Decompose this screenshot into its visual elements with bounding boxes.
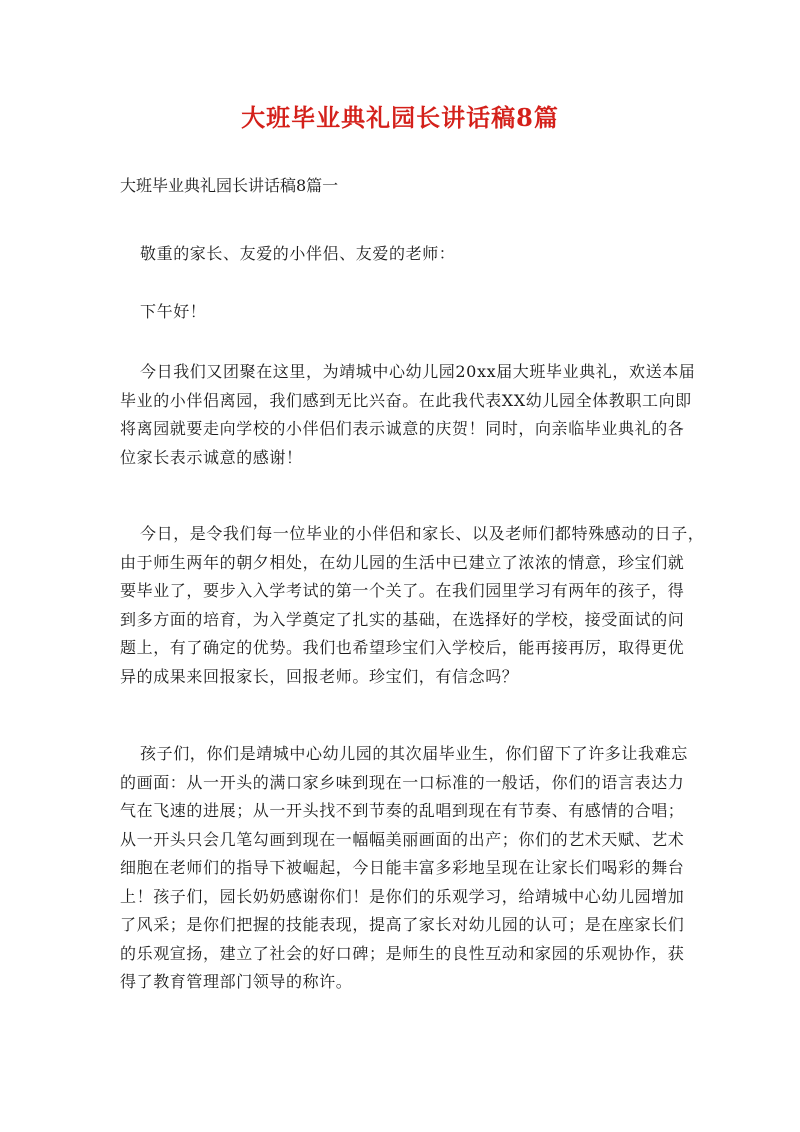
document-subtitle: 大班毕业典礼园长讲话稿8篇一 <box>120 176 339 195</box>
paragraph-line: 到多方面的培育，为入学奠定了扎实的基础，在选择好的学校，接受面试的问 <box>120 609 685 629</box>
greeting-paragraph <box>120 240 688 269</box>
afternoon-line: 下午好！ <box>140 302 207 321</box>
paragraph-line: 上！孩子们，园长奶奶感谢你们！是你们的乐观学习，给靖城中心幼儿园增加 <box>120 886 685 906</box>
afternoon-paragraph <box>120 298 688 327</box>
greeting-line: 敬重的家长、友爱的小伴侣、友爱的老师： <box>140 244 456 263</box>
paragraph-line: 的画面：从一开头的满口家乡味到现在一口标准的一般话，你们的语言表达力 <box>120 772 685 792</box>
paragraph-line: 由于师生两年的朝夕相处，在幼儿园的生活中已建立了浓浓的情意，珍宝们就 <box>120 552 685 572</box>
paragraph-line: 要毕业了，要步入入学考试的第一个关了。在我们园里学习有两年的孩子，得 <box>120 581 685 600</box>
paragraph-line: 的乐观宣扬，建立了社会的好口碑；是师生的良性互动和家园的乐观协作，获 <box>120 943 685 963</box>
paragraph-line: 得了教育管理部门领导的称许。 <box>120 972 353 991</box>
body-paragraph-2 <box>120 520 705 691</box>
paragraph-line: 了风采；是你们把握的技能表现，提高了家长对幼儿园的认可；是在座家长们 <box>120 915 685 934</box>
paragraph-line: 异的成果来回报家长，回报老师。珍宝们，有信念吗？ <box>120 666 519 686</box>
paragraph-line: 今日我们又团聚在这里，为靖城中心幼儿园20xx届大班毕业典礼，欢送本届 <box>140 362 696 381</box>
paragraph-line: 毕业的小伴侣离园，我们感到无比兴奋。在此我代表XX幼儿园全体教职工向即 <box>120 390 692 410</box>
document-title: 大班毕业典礼园长讲话稿8篇 <box>241 103 559 132</box>
paragraph-line: 从一开头只会几笔勾画到现在一幅幅美丽画面的出产；你们的艺术天赋、艺术 <box>120 829 685 849</box>
paragraph-line: 将离园就要走向学校的小伴侣们表示诚意的庆贺！同时，向亲临毕业典礼的各 <box>120 419 685 438</box>
paragraph-line: 气在飞速的进展；从一开头找不到节奏的乱唱到现在有节奏、有感情的合唱； <box>120 801 685 820</box>
paragraph-line: 孩子们，你们是靖城中心幼儿园的其次届毕业生，你们留下了许多让我难忘 <box>140 744 688 763</box>
body-paragraph-3 <box>120 740 688 997</box>
paragraph-line: 位家长表示诚意的感谢！ <box>120 447 303 467</box>
body-paragraph-1 <box>120 358 696 472</box>
paragraph-line: 细胞在老师们的指导下被崛起，今日能丰富多彩地呈现在让家长们喝彩的舞台 <box>120 858 685 877</box>
paragraph-line: 今日，是令我们每一位毕业的小伴侣和家长、以及老师们都特殊感动的日子， <box>140 524 705 543</box>
paragraph-line: 题上，有了确定的优势。我们也希望珍宝们入学校后，能再接再厉，取得更优 <box>120 638 685 657</box>
